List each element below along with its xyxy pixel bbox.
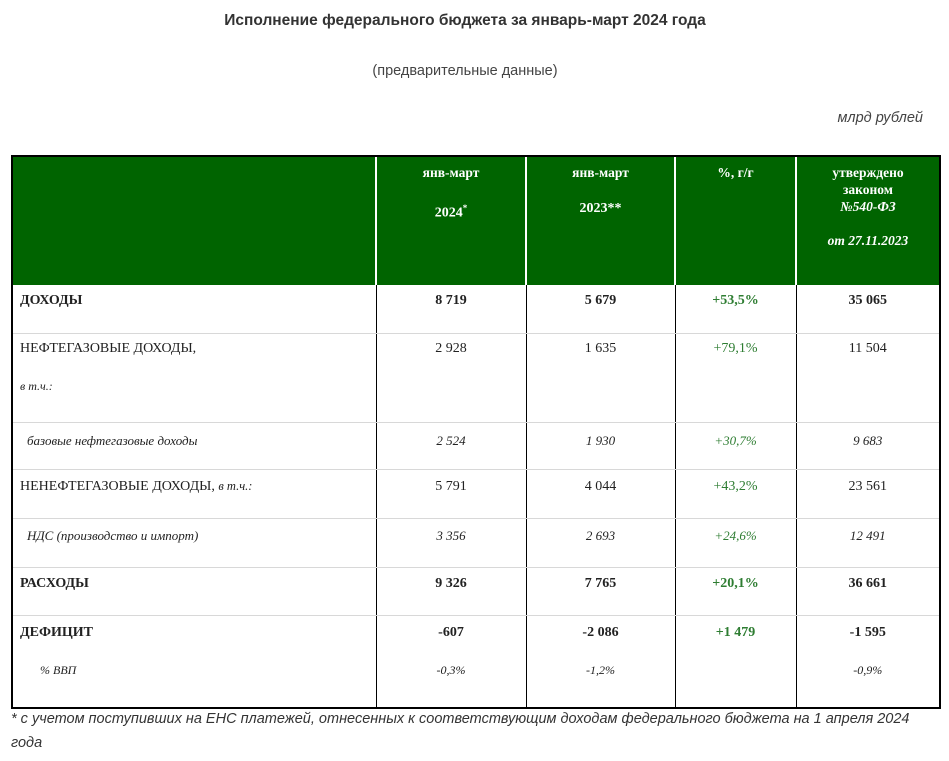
cell-2024 [376,285,526,334]
cell-law [796,568,940,616]
cell-pct-value: +20,1% [712,576,759,591]
table-row-deficit [12,616,940,709]
cell-law [796,423,940,470]
cell-pct-value: +24,6% [714,528,757,543]
cell-2024-value: 9 326 [435,576,467,591]
header-col-2023 [526,156,675,285]
header-col-law-date: от 27.11.2023 [827,233,909,248]
cell-law [796,470,940,519]
header-col-2023-line1: янв-март [572,165,629,180]
cell-pct [675,285,796,334]
cell-law-value: 36 661 [848,576,887,591]
cell-2024-value: 2 928 [435,341,467,356]
cell-pct-value: +79,1% [713,341,758,356]
cell-pct-value: +1 479 [715,625,756,640]
table-row-expenses [12,568,940,616]
cell-pct [675,519,796,568]
row-label [12,334,376,423]
row-label [12,470,376,519]
cell-pct-value: +30,7% [714,433,757,448]
cell-2023-value: -2 086 [582,625,619,640]
header-col-pct [675,156,796,285]
header-col-2023-line2: 2023** [579,201,622,216]
row-label-text: НЕНЕФТЕГАЗОВЫЕ ДОХОДЫ, [20,479,215,494]
row-label-text: ДОХОДЫ [20,293,83,308]
cell-2023 [526,470,675,519]
cell-2023 [526,616,675,709]
cell-law [796,334,940,423]
header-col-law-line1: утверждено [832,165,904,180]
cell-2024 [376,519,526,568]
cell-pct-value: +43,2% [713,479,758,494]
row-label [12,423,376,470]
table-row-base-oil-gas [12,423,940,470]
table-row-income [12,285,940,334]
cell-law [796,285,940,334]
row-label [12,285,376,334]
row-label-note: в т.ч.: [20,379,53,393]
row-label-text: базовые нефтегазовые доходы [27,433,198,448]
cell-2023-value: 2 693 [585,528,616,543]
cell-law-value: -1 595 [849,625,886,640]
cell-law-value: 23 561 [848,479,887,494]
cell-law-value: 35 065 [848,293,887,308]
header-col-law-number: №540-ФЗ [840,199,896,214]
cell-2023-value: 1 930 [585,433,616,448]
cell-2024-value: 8 719 [435,293,467,308]
unit-label: млрд рублей [837,110,923,126]
cell-2023-gdp: -1,2% [586,663,615,677]
cell-2024-value: 5 791 [435,479,467,494]
cell-pct [675,334,796,423]
cell-2023-value: 7 765 [584,576,617,591]
cell-2023 [526,423,675,470]
cell-pct [675,470,796,519]
cell-2023 [526,334,675,423]
cell-2023-value: 5 679 [584,293,617,308]
cell-2024-value: 3 356 [436,528,466,543]
header-col-law-line2: законом [843,182,893,197]
header-col-2024-line2: 2024 [434,205,463,221]
cell-2023 [526,519,675,568]
cell-law-value: 9 683 [853,433,883,448]
cell-2023 [526,568,675,616]
row-label-text: ДЕФИЦИТ [20,625,94,640]
table-row-non-oil-gas [12,470,940,519]
header-col-2024-line1: янв-март [422,165,480,180]
cell-pct [675,423,796,470]
cell-law-value: 11 504 [848,341,887,356]
cell-law [796,616,940,709]
cell-2024 [376,470,526,519]
row-label [12,616,376,709]
cell-law-gdp: -0,9% [853,663,883,677]
cell-2024 [376,568,526,616]
cell-2024 [376,616,526,709]
budget-table [11,155,941,709]
page-subtitle: (предварительные данные) [372,63,558,79]
cell-2024-value: 2 524 [436,433,466,448]
cell-pct [675,616,796,709]
row-label [12,519,376,568]
cell-2023 [526,285,675,334]
cell-pct-value: +53,5% [712,293,759,308]
row-label [12,568,376,616]
cell-pct [675,568,796,616]
row-label-text: НДС (производство и импорт) [27,528,199,543]
cell-2023-value: 4 044 [584,479,617,494]
cell-2023-value: 1 635 [584,341,617,356]
page-title: Исполнение федерального бюджета за январь-март 2024 года [224,12,706,29]
table-header-row [12,156,940,285]
header-col-law [796,156,940,285]
cell-2024 [376,423,526,470]
table-row-oil-gas [12,334,940,423]
cell-2024 [376,334,526,423]
cell-2024-value: -607 [438,625,464,640]
header-col-pct-line1: %, г/г [717,165,754,180]
cell-law-value: 12 491 [849,528,886,543]
header-col-2024 [376,156,526,285]
row-label-text: НЕФТЕГАЗОВЫЕ ДОХОДЫ, [20,341,197,356]
cell-law [796,519,940,568]
footnote: * с учетом поступивших на ЕНС платежей, отнесенных к соответствующим доходам федерального бюджета на 1 апреля 2024 года [11,711,910,751]
row-gdp-label: % ВВП [40,663,77,677]
header-col-2024-mark: * [462,203,468,213]
cell-2024-gdp: -0,3% [436,663,466,677]
row-label-text: РАСХОДЫ [20,576,89,591]
header-label-cell [12,156,376,285]
row-label-note: в т.ч.: [218,479,253,493]
table-row-vat [12,519,940,568]
